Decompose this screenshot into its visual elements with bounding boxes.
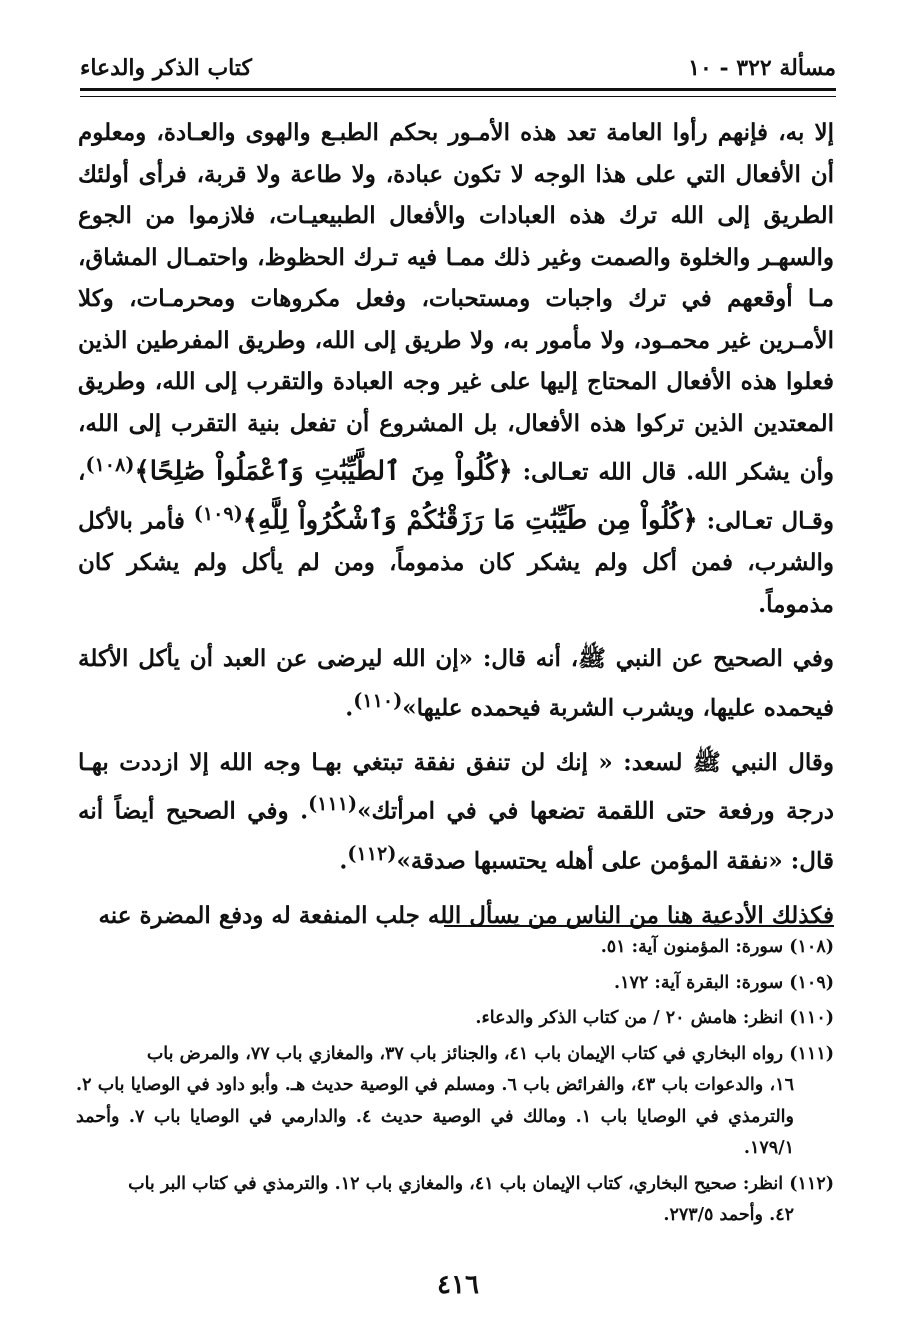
footnote-text-continued: ٤٢. وأحمد ٢٧٣/٥. [663,1205,794,1225]
footnotes [76,932,834,1236]
footnote-text-continued: ١٦، والدعوات باب ٤٣، والفرائض باب ٦. ومسلم في الوصية حديث هـ. وأبو داود في الوصايا باب ٢. والترمذي في الوصايا باب ١. ومالك في الوصية حديث ٤. والدارمي في الوصايا باب ٧. وأحمد ١٧٩/١. [76,1075,794,1158]
paragraph-4: فكذلك الأدعية هنا من الناس من يسأل الله جلب المنفعة له ودفع المضرة عنه [98,901,834,929]
footnote-ref-109: (١٠٩) [193,502,243,526]
footnote-ref-110: (١١٠) [353,688,403,712]
footnote-109 [76,968,834,1000]
footnote-112 [76,1169,834,1232]
paragraph-3 [78,742,834,882]
paragraph-2-text: وفي الصحيح عن النبي ﷺ، أنه قال: «إن الله ليرضى عن العبد أن يأكل الأكلة فيحمده عليها، ويشرب الشربة فيحمده عليها» [78,645,834,722]
footnote-separator [444,925,834,927]
footnote-ref-108: (١٠٨) [85,453,135,476]
footnote-text: انظر: هامش ٢٠ / من كتاب الذكر والدعاء. [475,1008,784,1028]
paragraph-3-text-a: وقال النبي ﷺ لسعد: « إنك لن تنفق نفقة تبتغي بهـا وجه الله إلا ازددت بهـا درجة ورفعة حتى اللقمة تضعها في في امرأتك» [78,748,834,826]
main-text [78,112,834,936]
footnote-110 [76,1003,834,1035]
footnote-number: (١١١) [789,1043,834,1064]
paragraph-2-end: . [345,694,354,722]
footnote-text: انظر: صحيح البخاري، كتاب الإيمان باب ٤١، والمغازي باب ١٢. والترمذي في كتاب البر باب [128,1173,784,1194]
quran-verse-2: ﴿كُلُواْ مِن طَيِّبَٰتِ مَا رَزَقْنَٰكُمْ وَٱشْكُرُواْ لِلَّهِ﴾ [242,505,698,536]
footnote-ref-112: (١١٢) [347,841,397,865]
paragraph-1-text-c: فأمر بالأكل والشرب، فمن أكل ولم يشكر كان مذموماً، ومن لم يأكل ولم يشكر كان مذموماً. [78,507,834,618]
footnote-ref-111: (١١١) [308,792,358,816]
paragraph-3-text-b: . وفي الصحيح أيضاً أنه قال: «نفقة المؤمن على أهله يحتسبها صدقة» [78,798,834,875]
footnote-text: سورة: البقرة آية: ١٧٢. [614,972,784,993]
paragraph-2 [78,638,834,729]
quran-verse-1: ﴿كُلُواْ مِنَ ٱلطَّيِّبَٰتِ وَٱعْمَلُواْ صَٰلِحًا﴾ [134,456,513,487]
footnote-text: سورة: المؤمنون آية: ٥١. [600,937,784,957]
running-header [80,50,836,86]
paragraph-1-text-b: ، وقـال تعـالى: [78,458,834,535]
footnote-number: (١٠٩) [789,972,834,993]
book-title: كتاب الذكر والدعاء [80,55,252,81]
paragraph-1-text-a: إلا به، فإنهم رأوا العامة تعد هذه الأمـور بحكم الطبـع والهوى والعـادة، ومعلوم أن الأفعال التي على هذا الوجه لا تكون عبادة، ولا طاعة ولا قربة، فرأى أولئك الطريق إلى الله ترك هذه العبادات والأفعال الطبيعيـات، فلازموا من الجوع والسهـر والخلوة والصمت وغير ذلك ممـا فيه تـرك الحظوظ، واحتمـال المشاق، مـا أوقعهم في ترك واجبات ومستحبات، وفعل مكروهات ومحرمـات، وكلا الأمـرين غير محمـود، ولا مأمور به، ولا طريق إلى الله، وطريق المفرطين الذين فعلوا هذه الأفعال المحتاج إليها على غير وجه العبادة والتقرب إلى الله، وطريق المعتدين الذين تركوا هذه الأفعال، بل المشروع أن تفعل بنية التقرب إلى الله، وأن يشكر الله. قال الله تعـالى: [78,119,834,486]
paragraph-1 [78,112,834,625]
issue-range: مسألة ٣٢٢ - ١٠ [688,55,836,81]
footnote-108 [76,932,834,964]
page-number: ٤١٦ [437,1270,479,1300]
footnote-number: (١٠٨) [789,937,834,957]
footnote-number: (١١٢) [789,1173,834,1194]
header-rule [80,88,836,97]
footnote-111 [76,1039,834,1165]
footnote-text: رواه البخاري في كتاب الإيمان باب ٤١، والجنائز باب ٣٧، والمغازي باب ٧٧، والمرض باب [146,1043,784,1064]
footnote-number: (١١٠) [789,1008,834,1028]
paragraph-3-end: . [339,847,348,875]
